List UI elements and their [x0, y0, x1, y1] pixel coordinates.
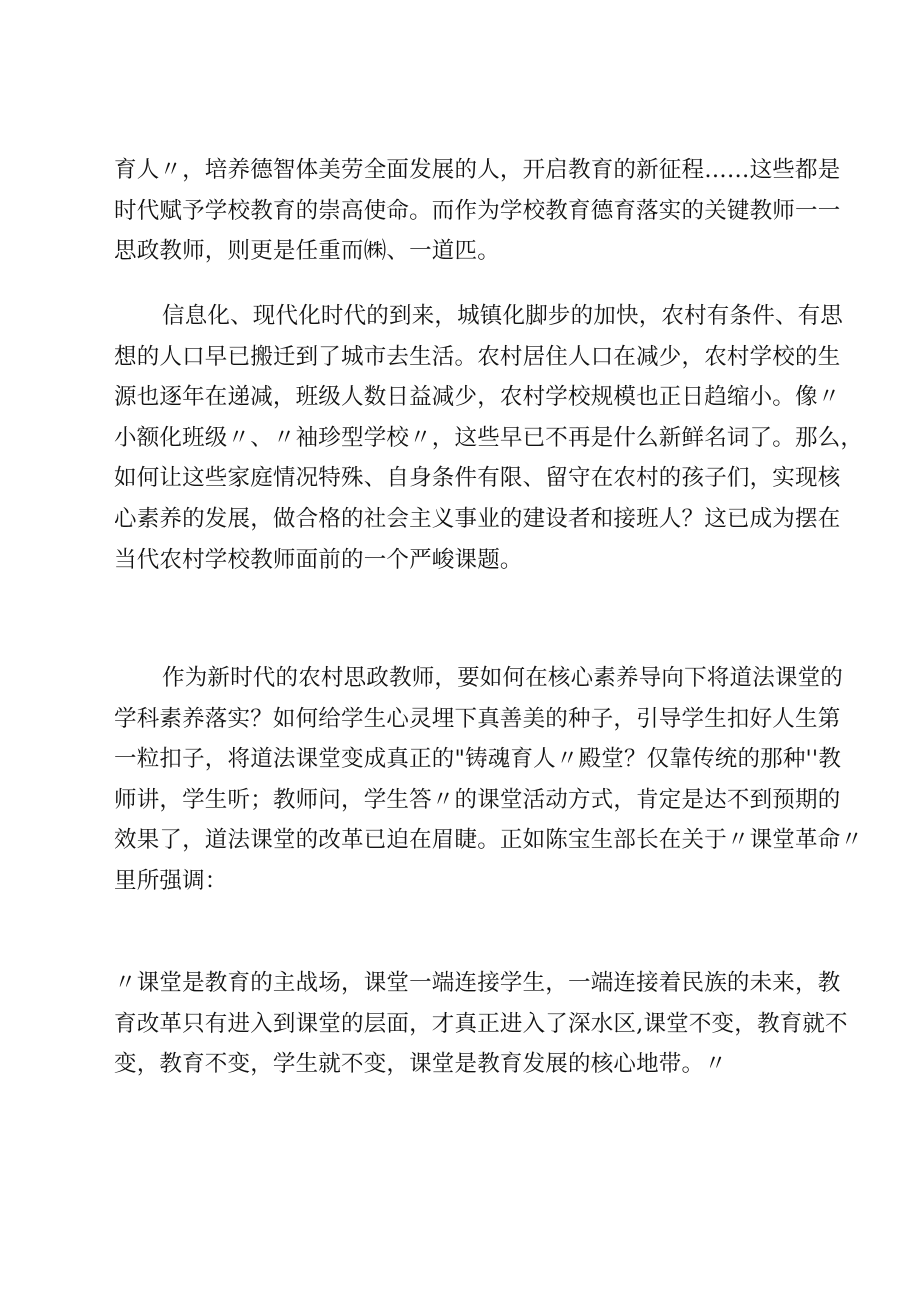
text-line: 效果了，道法课堂的改革已迫在眉睫。正如陈宝生部长在关于〃课堂革命〃 [114, 827, 864, 854]
text-line: 一粒扣子，将道法课堂变成真正的"铸魂育人〃殿堂？仅靠传统的那种''教 [114, 746, 842, 773]
text-line: 小额化班级〃、〃袖珍型学校〃，这些早已不再是什么新鲜名词了。那么， [114, 424, 864, 451]
text-line: 育改革只有进入到课堂的层面，才真正进入了深水区,课堂不变，教育就不 [114, 1010, 848, 1037]
text-line: 学科素养落实？如何给学生心灵埋下真善美的种子，引导学生扣好人生第 [114, 705, 841, 732]
text-line: 师讲，学生听；教师问，学生答〃的课堂活动方式，肯定是达不到预期的 [114, 786, 841, 813]
text-line: 当代农村学校教师面前的一个严峻课题。 [114, 546, 523, 573]
text-line: 源也逐年在递减，班级人数日益减少，农村学校规模也正日趋缩小。像〃 [114, 384, 841, 411]
paragraph-classroom-reform [114, 658, 864, 902]
text-line: 作为新时代的农村思政教师，要如何在核心素养导向下将道法课堂的 [162, 665, 844, 691]
text-line: 变，教育不变，学生就不变，课堂是教育发展的核心地带。〃 [114, 1051, 727, 1078]
paragraph-rural-background [114, 296, 864, 580]
paragraph-mission [114, 150, 841, 272]
text-line: 〃课堂是教育的主战场，课堂一端连接学生，一端连接着民族的未来，教 [114, 970, 841, 996]
text-line: 育人〃，培养德智体美劳全面发展的人，开启教育的新征程……这些都是 [114, 157, 841, 183]
text-line: 想的人口早已搬迁到了城市去生活。农村居住人口在减少，农村学校的生 [114, 343, 841, 370]
text-line: 心素养的发展，做合格的社会主义事业的建设者和接班人？这已成为摆在 [114, 505, 841, 532]
paragraph-quote [114, 963, 848, 1085]
text-line: 时代赋予学校教育的崇高使命。而作为学校教育德育落实的关键教师一一 [114, 197, 841, 224]
text-line: 信息化、现代化时代的到来，城镇化脚步的加快，农村有条件、有思 [162, 303, 844, 329]
text-line: 里所强调： [114, 867, 228, 894]
text-line: 如何让这些家庭情况特殊、自身条件有限、留守在农村的孩子们，实现核 [114, 465, 841, 492]
text-line: 思政教师，则更是任重而㈱、一道匹。 [114, 238, 500, 265]
